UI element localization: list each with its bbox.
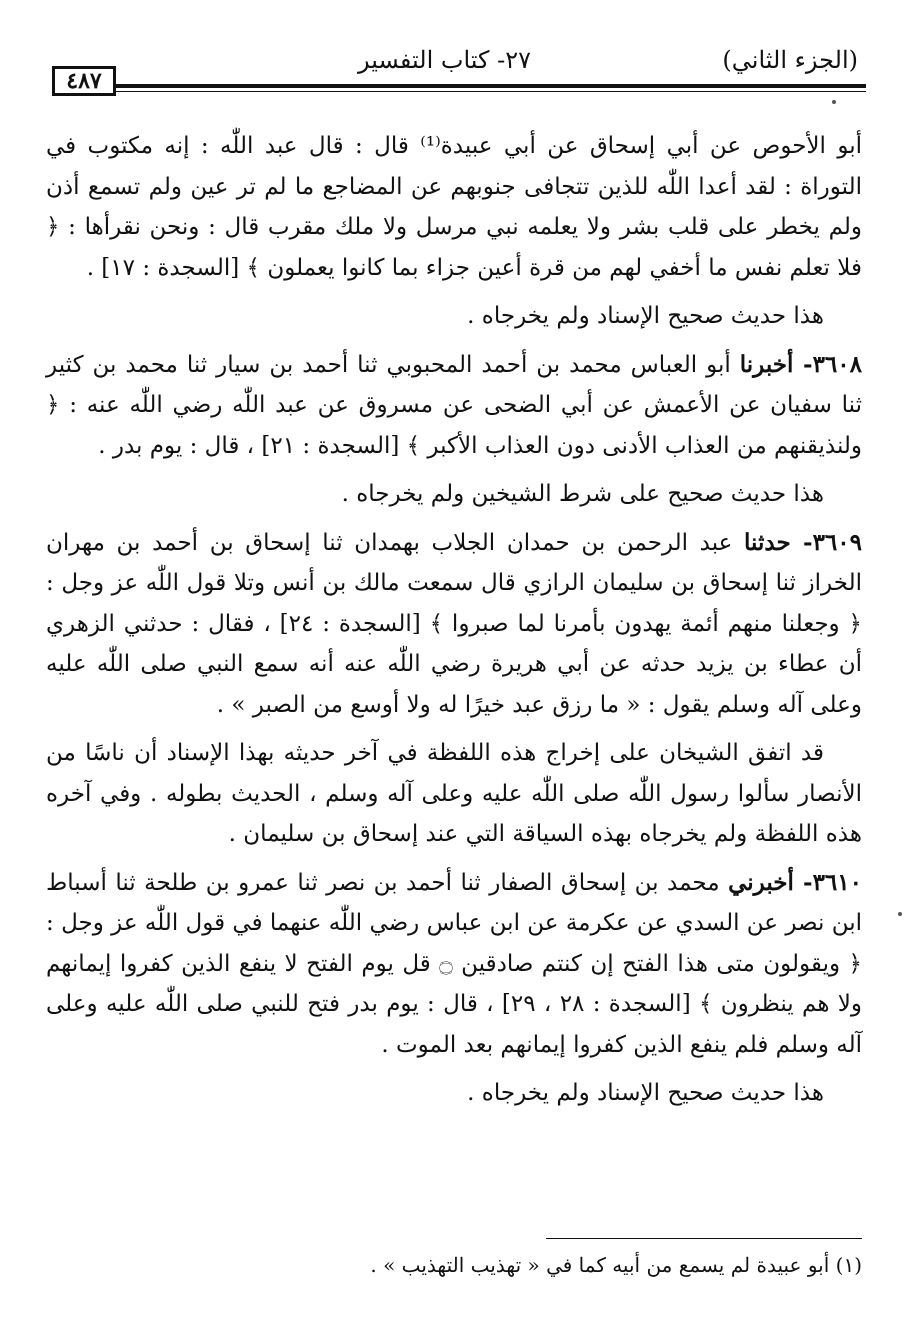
paragraph-text: أبو العباس محمد بن أحمد المحبوبي ثنا أحمد بن سيار ثنا محمد بن كثير ثنا سفيان عن الأعمش عن أبي الضحى عن مسروق عن عبد اللّٰه رضي اللّٰه عنه : ﴿ ولنذيقنهم من العذاب الأدنى دون العذاب الأكبر ﴾ [السجدة : ٢١] ، قال : يوم بدر . xyxy=(46,351,862,459)
volume-label: (الجزء الثاني) xyxy=(722,46,858,74)
grading-note xyxy=(46,1073,862,1114)
paragraph-text: عبد الرحمن بن حمدان الجلاب بهمدان ثنا إسحاق بن أحمد بن مهران الخراز ثنا إسحاق بن سليمان الرازي قال سمعت مالك بن أنس وتلا قول اللّٰه عز وجل : ﴿ وجعلنا منهم أئمة يهدون بأمرنا لما صبروا ﴾ [السجدة : ٢٤] ، فقال : حدثني الزهري أن عطاء بن يزيد حدثه عن أبي هريرة رضي اللّٰه عنه أنه سمع النبي صلى اللّٰه عليه وعلى آله وسلم يقول : « ما رزق عبد خيرًا له ولا أوسع من الصبر » . xyxy=(46,529,862,718)
main-text xyxy=(46,126,862,1122)
grading-note xyxy=(46,296,862,337)
paragraph-text: هذا حديث صحيح الإسناد ولم يخرجاه . xyxy=(467,1080,824,1106)
paragraph-text: قد اتفق الشيخان على إخراج هذه اللفظة في آخر حديثه بهذا الإسناد أن ناسًا من الأنصار سألوا رسول اللّٰه صلى اللّٰه عليه وعلى آله وسلم ، الحديث بطوله . وفي آخره هذه اللفظة ولم يخرجاه بهذه السياقة التي عند إسحاق بن سليمان . xyxy=(46,740,862,847)
paragraph-text: هذا حديث صحيح على شرط الشيخين ولم يخرجاه . xyxy=(341,481,824,507)
page-header xyxy=(46,40,866,98)
grading-note xyxy=(46,474,862,515)
footnote-rule xyxy=(546,1238,862,1239)
paragraph-continuation xyxy=(46,126,862,288)
paragraph-text: محمد بن إسحاق الصفار ثنا أحمد بن نصر ثنا عمرو بن طلحة ثنا أسباط ابن نصر عن السدي عن عكرمة عن ابن عباس رضي اللّٰه عنهما في قول اللّٰه عز وجل : ﴿ ويقولون متى هذا الفتح إن كنتم صادقين ۝ قل يوم الفتح لا ينفع الذين كفروا إيمانهم ولا هم ينظرون ﴾ [السجدة : ٢٨ ، ٢٩] ، قال : يوم بدر فتح للنبي صلى اللّٰه عليه وعلى آله وسلم فلم ينفع الذين كفروا إيمانهم بعد الموت . xyxy=(46,869,862,1058)
page-number: ٤٨٧ xyxy=(52,66,116,96)
header-rule-thin xyxy=(116,91,866,92)
chapter-title: ٢٧- كتاب التفسير xyxy=(358,46,531,74)
hadith-3609 xyxy=(46,523,862,726)
book-page xyxy=(46,40,866,1300)
scan-speck xyxy=(898,912,902,916)
header-rule xyxy=(116,84,866,88)
paragraph-text: هذا حديث صحيح الإسناد ولم يخرجاه . xyxy=(467,303,824,329)
hadith-3610 xyxy=(46,863,862,1066)
scan-speck xyxy=(832,100,836,104)
hadith-number: ٣٦٠٨- أخبرنا xyxy=(739,350,862,378)
paragraph-text: أبو الأحوص عن أبي إسحاق عن أبي عبيدة⁽¹⁾ قال : قال عبد اللّٰه : إنه مكتوب في التوراة : لقد أعدا اللّٰه للذين تتجافى جنوبهم عن المضاجع ما لم تر عين ولم تسمع أذن ولم يخطر على قلب بشر ولا يعلمه نبي مرسل ولا ملك مقرب قال : ونحن نقرأها : ﴿ فلا تعلم نفس ما أخفي لهم من قرة أعين جزاء بما كانوا يعملون ﴾ [السجدة : ١٧] . xyxy=(46,133,862,281)
footnote: (١) أبو عبيدة لم يسمع من أبيه كما في « تهذيب التهذيب » . xyxy=(370,1253,862,1277)
hadith-number: ٣٦١٠- أخبرني xyxy=(728,868,862,896)
hadith-3608 xyxy=(46,345,862,467)
hadith-number: ٣٦٠٩- حدثنا xyxy=(744,528,862,556)
commentary-paragraph xyxy=(46,733,862,855)
